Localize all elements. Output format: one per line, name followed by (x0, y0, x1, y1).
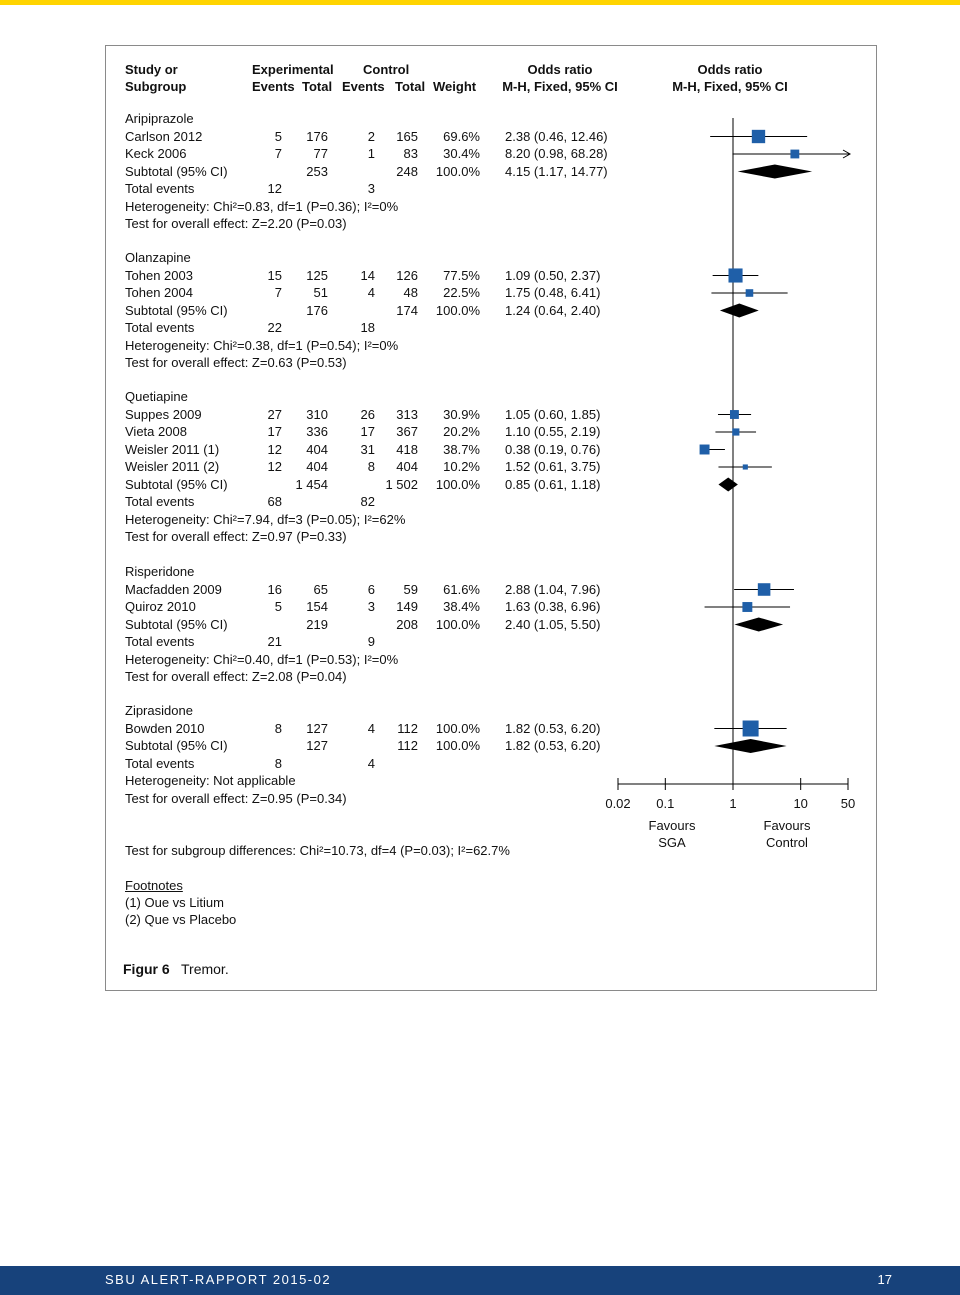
study-e-events: 12 (267, 441, 282, 457)
subtotal-diamond (720, 304, 759, 318)
study-e-events: 16 (267, 581, 282, 597)
total-events-ctrl: 9 (367, 634, 375, 649)
study-e-total: 65 (313, 581, 328, 597)
footer-report-name: SBU ALERT-RAPPORT 2015-02 (105, 1272, 332, 1287)
subtotal-ctrl-total: 174 (396, 302, 418, 318)
study-c-events: 8 (367, 459, 375, 474)
heterogeneity: Heterogeneity: Chi²=0.38, df=1 (P=0.54); I²=0% (125, 337, 399, 353)
heterogeneity: Heterogeneity: Not applicable (125, 773, 296, 788)
group-name: Olanzapine (125, 250, 191, 265)
study-weight: 69.6% (443, 128, 480, 144)
study-e-total: 176 (306, 128, 328, 144)
total-events-exp: 12 (267, 181, 282, 196)
subtotal-diamond (718, 478, 737, 492)
study-weight: 30.9% (443, 406, 480, 422)
study-ci: 1.10 (0.55, 2.19) (505, 424, 601, 439)
study-c-events: 17 (360, 424, 375, 439)
point-estimate (742, 602, 752, 612)
study-name: Macfadden 2009 (125, 581, 222, 597)
study-c-total: 112 (397, 720, 418, 736)
study-c-events: 4 (367, 285, 375, 300)
study-name: Weisler 2011 (2) (125, 459, 220, 474)
subtotal-ci: 0.85 (0.61, 1.18) (505, 476, 601, 492)
total-events-label: Total events (125, 320, 195, 335)
x-tick-label: 1 (729, 796, 737, 811)
total-events-exp: 22 (267, 320, 282, 335)
study-c-total: 126 (396, 267, 418, 283)
subtotal-exp-total: 1 454 (295, 476, 328, 492)
header-events-exp: Events (252, 79, 295, 94)
study-weight: 20.2% (443, 424, 480, 439)
header-experimental: Experimental (252, 62, 334, 77)
study-ci: 1.75 (0.48, 6.41) (505, 285, 601, 300)
point-estimate (790, 150, 799, 159)
point-estimate (700, 445, 710, 455)
study-c-events: 26 (360, 406, 375, 422)
subtotal-exp-total: 253 (306, 163, 328, 179)
study-name: Carlson 2012 (125, 128, 203, 144)
study-e-events: 27 (267, 406, 282, 422)
study-c-total: 59 (403, 581, 418, 597)
overall-effect: Test for overall effect: Z=0.95 (P=0.34) (125, 790, 347, 806)
study-c-events: 31 (360, 441, 375, 457)
study-e-total: 404 (306, 459, 328, 474)
subtotal-ci: 1.24 (0.64, 2.40) (505, 302, 601, 318)
point-estimate (758, 583, 771, 596)
footnote-1: (1) Oue vs Litium (125, 895, 224, 910)
total-events-label: Total events (125, 755, 195, 771)
total-events-ctrl: 82 (360, 494, 375, 509)
study-e-events: 8 (274, 720, 282, 736)
overall-effect: Test for overall effect: Z=0.63 (P=0.53) (125, 355, 347, 370)
subtotal-ctrl-total: 248 (396, 163, 418, 179)
study-c-total: 404 (396, 459, 418, 474)
subtotal-ci: 2.40 (1.05, 5.50) (505, 616, 601, 632)
study-e-total: 125 (306, 267, 328, 283)
study-c-events: 2 (367, 128, 375, 144)
study-e-total: 51 (313, 285, 328, 300)
subtotal-ctrl-total: 208 (396, 616, 418, 632)
x-tick-label: 10 (793, 796, 808, 811)
study-c-events: 3 (367, 599, 375, 614)
study-e-events: 5 (274, 599, 282, 614)
study-ci: 2.38 (0.46, 12.46) (505, 128, 608, 144)
total-events-exp: 21 (267, 634, 282, 649)
study-name: Tohen 2003 (125, 267, 193, 283)
favours-sga-label: Favours (648, 818, 696, 833)
subtotal-label: Subtotal (95% CI) (125, 163, 228, 179)
x-tick-label: 0.1 (656, 796, 675, 811)
overall-effect: Test for overall effect: Z=2.08 (P=0.04) (125, 669, 347, 684)
total-events-exp: 68 (267, 494, 282, 509)
header-weight: Weight (433, 79, 477, 94)
heterogeneity: Heterogeneity: Chi²=7.94, df=3 (P=0.05); I²=62% (125, 511, 406, 527)
subtotal-diamond (714, 739, 786, 753)
subtotal-diamond (738, 165, 813, 179)
study-c-events: 6 (367, 581, 375, 597)
page-number: 17 (877, 1272, 892, 1287)
header-total-ctrl: Total (395, 79, 426, 94)
study-weight: 38.7% (443, 441, 480, 457)
group-name: Aripiprazole (125, 111, 194, 126)
study-c-total: 48 (403, 285, 418, 300)
subtotal-ci: 1.82 (0.53, 6.20) (505, 738, 601, 753)
heterogeneity: Heterogeneity: Chi²=0.83, df=1 (P=0.36); I²=0% (125, 198, 399, 214)
study-c-total: 165 (396, 128, 418, 144)
study-ci: 1.82 (0.53, 6.20) (505, 720, 601, 736)
study-weight: 30.4% (443, 146, 480, 161)
study-c-total: 83 (403, 146, 418, 161)
study-e-events: 7 (274, 146, 282, 161)
total-events-exp: 8 (274, 755, 282, 771)
total-events-ctrl: 18 (360, 320, 375, 335)
study-weight: 61.6% (443, 581, 480, 597)
subtotal-ctrl-total: 112 (397, 738, 418, 753)
point-estimate (730, 410, 739, 419)
study-ci: 0.38 (0.19, 0.76) (505, 441, 601, 457)
footnotes-title: Footnotes (125, 878, 183, 893)
study-c-events: 1 (367, 146, 375, 161)
study-ci: 1.52 (0.61, 3.75) (505, 459, 601, 474)
subtotal-label: Subtotal (95% CI) (125, 616, 228, 632)
x-tick-label: 50 (840, 796, 856, 811)
study-weight: 38.4% (443, 599, 480, 614)
study-name: Bowden 2010 (125, 720, 205, 736)
figure-label: Figur 6 (123, 961, 170, 977)
header-study-2: Subgroup (125, 79, 187, 94)
study-e-total: 404 (306, 441, 328, 457)
header-study-1: Study or (125, 62, 178, 77)
study-e-events: 17 (267, 424, 282, 439)
study-name: Keck 2006 (125, 146, 187, 161)
study-c-total: 149 (396, 599, 418, 614)
header-or-1: Odds ratio (527, 62, 593, 77)
study-e-total: 77 (313, 146, 328, 161)
group-name: Ziprasidone (125, 703, 193, 718)
study-e-events: 15 (267, 267, 282, 283)
subtotal-exp-total: 176 (306, 302, 328, 318)
point-estimate (743, 464, 748, 469)
header-events-ctrl: Events (342, 79, 385, 94)
footnote-2: (2) Que vs Placebo (125, 912, 237, 927)
point-estimate (728, 268, 742, 282)
point-estimate (752, 130, 765, 143)
study-e-events: 7 (274, 285, 282, 300)
study-name: Quiroz 2010 (125, 599, 196, 614)
total-events-label: Total events (125, 494, 195, 509)
subtotal-diamond (734, 618, 783, 632)
overall-effect: Test for overall effect: Z=0.97 (P=0.33) (125, 529, 347, 544)
study-name: Tohen 2004 (125, 285, 193, 300)
subtotal-label: Subtotal (95% CI) (125, 738, 228, 753)
study-e-total: 154 (306, 599, 328, 614)
subtotal-weight: 100.0% (435, 476, 480, 492)
subgroup-differences: Test for subgroup differences: Chi²=10.73, df=4 (P=0.03); I²=62.7% (125, 843, 510, 858)
total-events-label: Total events (125, 634, 195, 649)
study-ci: 1.05 (0.60, 1.85) (505, 406, 601, 422)
group-name: Risperidone (125, 564, 195, 579)
study-ci: 2.88 (1.04, 7.96) (505, 581, 601, 597)
study-name: Vieta 2008 (125, 424, 187, 439)
study-e-total: 127 (306, 720, 328, 736)
subtotal-weight: 100.0% (435, 163, 480, 179)
header-or-plot-1: Odds ratio (697, 62, 763, 77)
study-weight: 77.5% (443, 267, 480, 283)
subtotal-exp-total: 219 (306, 616, 328, 632)
subtotal-weight: 100.0% (435, 302, 480, 318)
favours-control-label: Control (766, 835, 808, 850)
point-estimate (732, 428, 739, 435)
study-ci: 1.63 (0.38, 6.96) (505, 599, 601, 614)
subtotal-exp-total: 127 (306, 738, 328, 753)
header-total-exp: Total (302, 79, 333, 94)
subtotal-label: Subtotal (95% CI) (125, 302, 228, 318)
study-c-events: 4 (367, 720, 375, 736)
total-events-label: Total events (125, 181, 195, 196)
study-weight: 100.0% (435, 720, 480, 736)
study-weight: 10.2% (443, 459, 480, 474)
study-name: Weisler 2011 (1) (125, 441, 220, 457)
point-estimate (746, 289, 754, 297)
study-e-events: 5 (274, 128, 282, 144)
point-estimate (743, 721, 759, 737)
subtotal-weight: 100.0% (435, 738, 480, 753)
study-c-events: 14 (360, 267, 375, 283)
subtotal-ci: 4.15 (1.17, 14.77) (505, 163, 608, 179)
page-footer (0, 1266, 960, 1295)
subtotal-ctrl-total: 1 502 (385, 476, 418, 492)
total-events-ctrl: 3 (367, 181, 375, 196)
study-c-total: 313 (396, 406, 418, 422)
study-e-total: 336 (306, 424, 328, 439)
overall-effect: Test for overall effect: Z=2.20 (P=0.03) (125, 216, 347, 231)
study-weight: 22.5% (443, 285, 480, 300)
header-control: Control (363, 62, 410, 77)
favours-control-label: Favours (763, 818, 811, 833)
study-c-total: 367 (396, 424, 418, 439)
study-name: Suppes 2009 (125, 406, 202, 422)
subtotal-label: Subtotal (95% CI) (125, 476, 228, 492)
header-or-plot-2: M-H, Fixed, 95% CI (672, 79, 788, 94)
study-e-events: 12 (267, 459, 282, 474)
study-e-total: 310 (306, 406, 328, 422)
header-or-2: M-H, Fixed, 95% CI (502, 79, 618, 94)
study-ci: 8.20 (0.98, 68.28) (505, 146, 608, 161)
group-name: Quetiapine (125, 389, 188, 404)
x-tick-label: 0.02 (605, 796, 631, 811)
heterogeneity: Heterogeneity: Chi²=0.40, df=1 (P=0.53); I²=0% (125, 651, 399, 667)
favours-sga-label: SGA (658, 835, 686, 850)
study-c-total: 418 (396, 441, 418, 457)
study-ci: 1.09 (0.50, 2.37) (505, 267, 601, 283)
figure-caption: Tremor. (181, 961, 229, 977)
total-events-ctrl: 4 (367, 755, 375, 771)
subtotal-weight: 100.0% (435, 616, 480, 632)
